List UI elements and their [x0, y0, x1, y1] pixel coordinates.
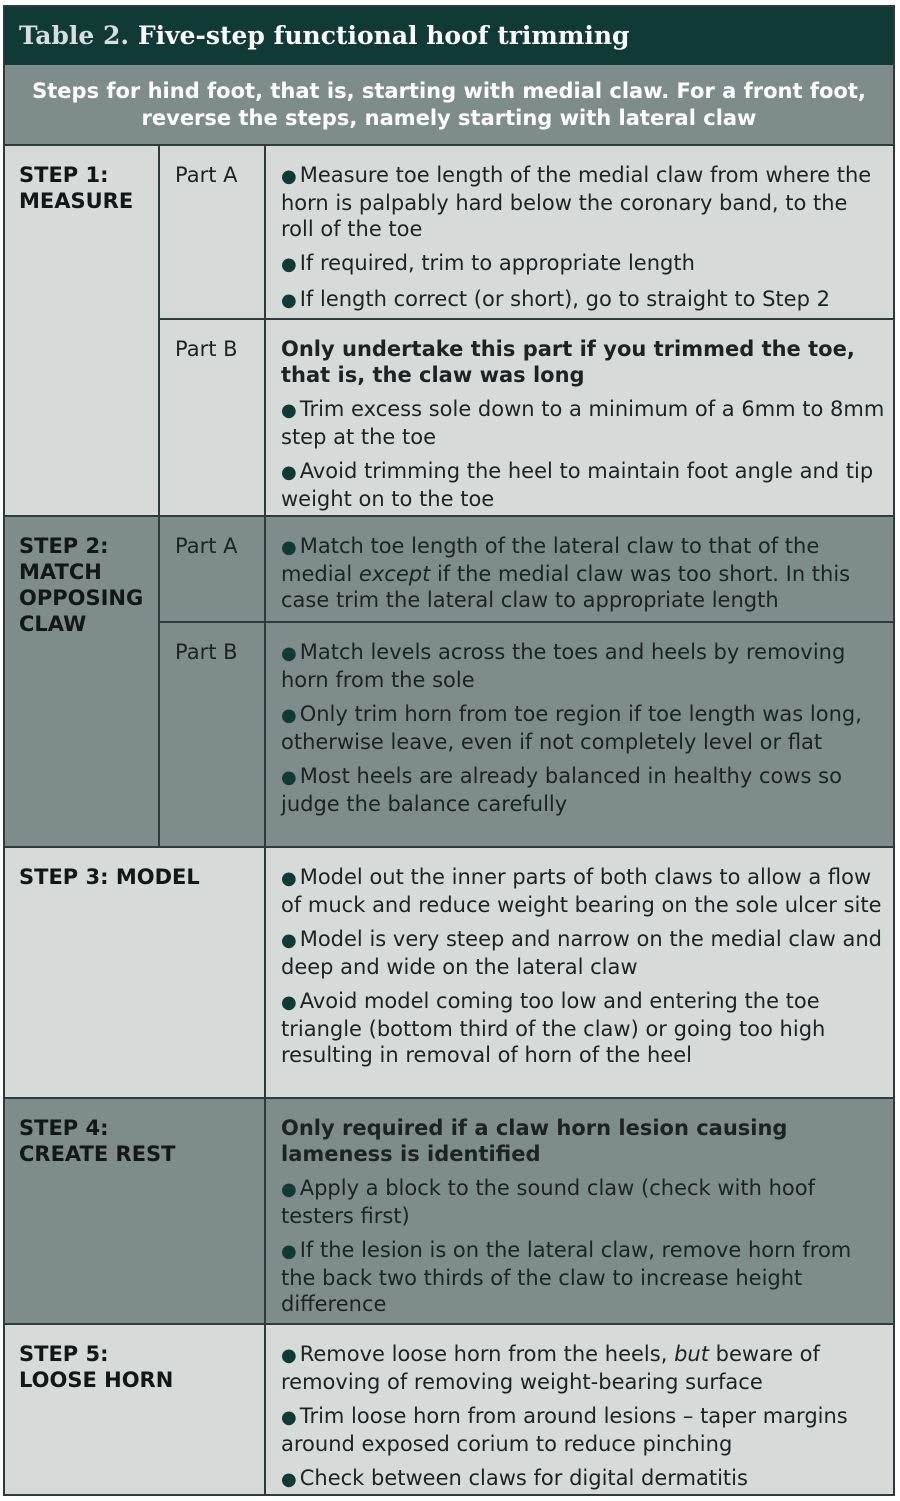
step-1-part-b-lead: Only undertake this part if you trimmed the toe, that is, the claw was long	[281, 337, 855, 387]
bullet-icon: ●	[281, 400, 297, 421]
bullet-icon: ●	[281, 1241, 297, 1262]
bullet-icon: ●	[281, 1407, 297, 1428]
bullet-icon: ●	[281, 992, 297, 1013]
bullet-icon: ●	[281, 1179, 297, 1200]
bullet-icon: ●	[281, 462, 297, 483]
list-item: ● Avoid trimming the heel to maintain foot angle and tip weight on to the toe	[281, 459, 874, 511]
bullet-icon: ●	[281, 930, 297, 951]
step-2-part-b-content	[281, 639, 885, 817]
list-item: ● Remove loose horn from the heels, but beware of removing of removing weight-bearing surface	[281, 1342, 820, 1394]
list-item: ● Trim loose horn from around lesions – taper margins around exposed corium to reduce pinching	[281, 1404, 848, 1456]
list-item: ● Match levels across the toes and heels by removing horn from the sole	[281, 640, 846, 692]
step-5-content	[281, 1341, 885, 1493]
bullet-icon: ●	[281, 166, 297, 187]
step-2-part-b-label: Part B	[175, 640, 238, 664]
step-4-lead: Only required if a claw horn lesion causing lameness is identified	[281, 1116, 788, 1166]
column-divider	[264, 146, 266, 515]
list-item: ● Trim excess sole down to a minimum of a 6mm to 8mm step at the toe	[281, 397, 885, 449]
list-item: ● Model out the inner parts of both claws to allow a flow of muck and reduce weight bearing on the sole ulcer site	[281, 865, 882, 917]
list-item: ● If required, trim to appropriate length	[281, 251, 695, 275]
step-4-row	[5, 1099, 893, 1325]
row-divider	[160, 318, 893, 320]
list-item: ● If the lesion is on the lateral claw, remove horn from the back two thirds of the claw to increase height difference	[281, 1238, 852, 1316]
bullet-icon: ●	[281, 705, 297, 726]
list-item: ● Most heels are already balanced in healthy cows so judge the balance carefully	[281, 764, 842, 816]
column-divider	[264, 1099, 266, 1323]
column-divider	[264, 1325, 266, 1494]
step-5-label: STEP 5: LOOSE HORN	[19, 1342, 174, 1392]
table-frame	[3, 5, 895, 1496]
bullet-icon: ●	[281, 290, 297, 311]
step-2-row	[5, 517, 893, 848]
table-number: Table 2.	[19, 21, 130, 50]
table-title	[5, 7, 893, 65]
step-2-part-a-content	[281, 533, 885, 613]
column-divider	[158, 146, 160, 515]
step-4-content	[281, 1115, 885, 1317]
step-3-row	[5, 848, 893, 1099]
step-1-label: STEP 1: MEASURE	[19, 163, 134, 213]
step-4-label: STEP 4: CREATE REST	[19, 1116, 176, 1166]
step-5-row	[5, 1325, 893, 1494]
bullet-icon: ●	[281, 1469, 297, 1490]
step-1-part-a-label: Part A	[175, 163, 238, 187]
list-item: ● Measure toe length of the medial claw from where the horn is palpably hard below the coronary band, to the roll of the toe	[281, 163, 872, 241]
step-2-label: STEP 2: MATCH OPPOSING CLAW	[19, 534, 144, 636]
bullet-icon: ●	[281, 254, 297, 275]
list-item: ● Match toe length of the lateral claw to that of the medial except if the medial claw was too short. In this case trim the lateral claw to appropriate length	[281, 534, 851, 612]
step-1-part-b-content	[281, 336, 885, 512]
step-1-row	[5, 146, 893, 517]
step-1-part-b-label: Part B	[175, 337, 238, 361]
table-title-text: Five-step functional hoof trimming	[137, 21, 630, 50]
column-divider	[158, 517, 160, 846]
step-2-part-a-label: Part A	[175, 534, 238, 558]
list-item: ● Avoid model coming too low and entering the toe triangle (bottom third of the claw) or going too high resulting in removal of horn of the heel	[281, 989, 826, 1067]
list-item: ● Model is very steep and narrow on the medial claw and deep and wide on the lateral claw	[281, 927, 882, 979]
column-divider	[264, 517, 266, 846]
step-1-part-a-content	[281, 162, 885, 314]
list-item: ● If length correct (or short), go to straight to Step 2	[281, 287, 830, 311]
step-3-label: STEP 3: MODEL	[19, 865, 200, 889]
bullet-icon: ●	[281, 537, 297, 558]
bullet-icon: ●	[281, 767, 297, 788]
bullet-icon: ●	[281, 868, 297, 889]
row-divider	[160, 621, 893, 623]
list-item: ● Check between claws for digital dermatitis	[281, 1466, 748, 1490]
table-subtitle: Steps for hind foot, that is, starting with medial claw. For a front foot, reverse the steps, namely starting with lateral claw	[5, 65, 893, 146]
list-item: ● Apply a block to the sound claw (check with hoof testers first)	[281, 1176, 816, 1228]
step-3-content	[281, 864, 885, 1068]
bullet-icon: ●	[281, 1345, 297, 1366]
bullet-icon: ●	[281, 643, 297, 664]
list-item: ● Only trim horn from toe region if toe length was long, otherwise leave, even if not completely level or flat	[281, 702, 862, 754]
column-divider	[264, 848, 266, 1097]
